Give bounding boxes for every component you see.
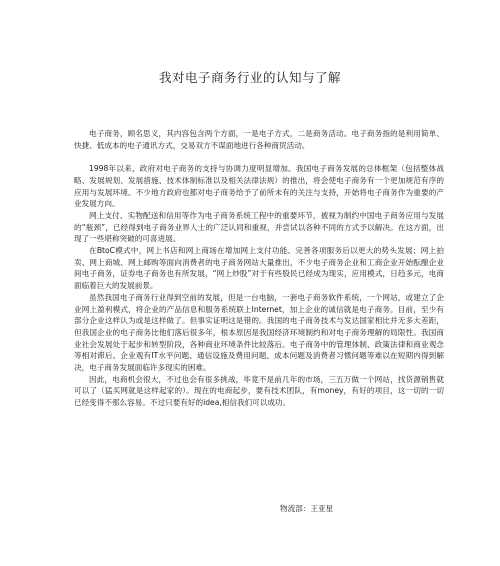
paragraph-conclusion: 因此，电商机会很大，不过也会有很多挑战，毕竟不是前几年的市场，三五万做一个网站，找货源销售就可以了（猛买网就是这样起家的）。现在的电商起步，要有技术团队，有money，有好的项目，这一切的一切已经变得不那么容易。不过只要有好的idea,相信我们可以成功。 xyxy=(74,374,444,408)
paragraph-btoc: 在BtoC模式中，网上书店和网上商场在增加网上支付功能、完善各项服务后以更大的势头发展；网上拍卖、网上商城、网上邮购等面向消费者的电子商务网站大量推出，不少电子商务企业和工商企业开始酝酿企业间电子商务，证券电子商务也有所发展，“网上炒股”对于有些股民已经成为现实，应用模式，日趋多元，电商面临着巨大的发展前景。 xyxy=(74,246,444,291)
paragraph-definition: 电子商务，顾名思义，其内容包含两个方面，一是电子方式，二是商务活动。电子商务指的是利用简单、快捷、低成本的电子通讯方式，交易双方不谋面地进行各种商贸活动。 xyxy=(74,129,444,150)
paragraph-policy: 1998年以来，政府对电子商务的支持与协调力度明显增加。我国电子商务发展的总体框架（包括整体战略、发展规划、发展措施、技术体制标准以及相关法律法规）的推出，将会使电子商务有一个更加规范有序的应用与发展环境。不少地方政府也都对电子商务给予了前所未有的关注与支持，开始将电子商务作为重要的产业发展方向。 xyxy=(74,164,444,209)
signature: 物流部：王亚星 xyxy=(280,504,334,513)
paragraph-challenges: 虽然我国电子商务行业得到空前的发展，但是一台电脑，一套电子商务软件系统，一个网站，或建立了企业网上盈利模式，将企业的产品信息和服务系统联上Internet，加上企业的诚信就是电子商务。目前，至少有部分企业这样认为或是这样做了。但事实证明这是错的。我国的电子商务技术与发达国家相比并无多大差距，但我国企业的电子商务比他们落后很多年，根本原因是我国经济环境制约和对电子商务理解的局限性。我国商业社会发展处于起步和转型阶段，各种商业环境条件比较落后。电子商务中的管理体制、政策法律和商业观念等相对滞后。企业观有IT水平问题、通信设施及费用问题、成本问题及消费者习惯问题等难以在短期内得到解决，电子商务发展面临许多现实的困难。 xyxy=(74,292,444,373)
document-body xyxy=(74,128,444,409)
paragraph-bottleneck: 网上支付、实物配送和信用等作为电子商务系统工程中的重要环节，被视为制约中国电子商务应用与发展的“瓶颈”，已经得到电子商务业界人士的广泛认同和重视，并尝试以各种不同的方式予以解决。在这方面，出现了一些堪称突破的可喜进展。 xyxy=(74,210,444,244)
document-title: 我对电子商务行业的认知与了解 xyxy=(158,70,341,85)
